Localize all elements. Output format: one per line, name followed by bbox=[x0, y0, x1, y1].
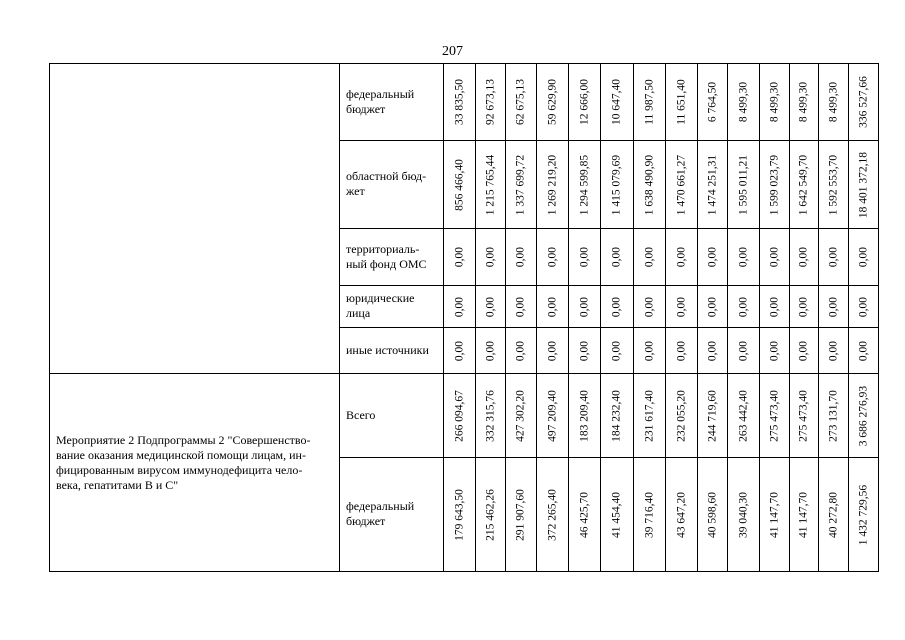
amount-value: 1 432 729,56 bbox=[857, 484, 869, 545]
row-border bbox=[49, 571, 879, 572]
amount-value: 0,00 bbox=[578, 246, 590, 268]
amount-value: 0,00 bbox=[514, 246, 527, 268]
amount-value: 92 673,13 bbox=[484, 79, 496, 125]
amount-value: 0,00 bbox=[484, 296, 496, 317]
value-cell bbox=[790, 458, 818, 571]
funding-source-label: территориаль- ный фонд ОМС bbox=[346, 241, 427, 271]
value-cell bbox=[760, 141, 789, 228]
value-cell bbox=[790, 229, 818, 285]
amount-value: 0,00 bbox=[737, 246, 749, 268]
value-cell bbox=[634, 286, 665, 327]
value-cell bbox=[634, 141, 665, 228]
amount-value: 3 686 276,93 bbox=[857, 385, 869, 446]
value-cell bbox=[760, 458, 789, 571]
value-cell bbox=[444, 286, 475, 327]
value-cell bbox=[666, 374, 697, 457]
value-cell bbox=[601, 458, 633, 571]
amount-value: 11 987,50 bbox=[643, 79, 655, 125]
value-cell bbox=[569, 141, 600, 228]
value-cell bbox=[698, 229, 727, 285]
value-cell bbox=[819, 141, 848, 228]
amount-value: 1 474 251,31 bbox=[706, 154, 718, 215]
amount-value: 332 315,76 bbox=[484, 389, 496, 442]
value-cell bbox=[790, 141, 818, 228]
value-cell bbox=[666, 328, 697, 373]
amount-value: 41 454,40 bbox=[610, 491, 623, 538]
amount-value: 0,00 bbox=[827, 246, 839, 268]
value-cell bbox=[728, 141, 759, 228]
value-cell bbox=[760, 374, 789, 457]
amount-value: 266 094,67 bbox=[453, 389, 465, 442]
value-cell bbox=[476, 64, 505, 140]
value-cell bbox=[506, 229, 536, 285]
amount-value: 0,00 bbox=[514, 296, 527, 317]
amount-value: 0,00 bbox=[827, 340, 839, 361]
amount-value: 372 265,40 bbox=[546, 488, 558, 541]
amount-value: 0,00 bbox=[857, 340, 869, 361]
amount-value: 40 598,60 bbox=[706, 491, 718, 538]
value-cell bbox=[476, 458, 505, 571]
value-cell bbox=[476, 328, 505, 373]
value-cell bbox=[698, 458, 727, 571]
amount-value: 179 643,50 bbox=[453, 488, 465, 541]
funding-source-label: Всего bbox=[346, 407, 376, 422]
amount-value: 1 592 553,70 bbox=[827, 154, 839, 215]
amount-value: 0,00 bbox=[768, 296, 780, 317]
amount-value: 0,00 bbox=[768, 340, 780, 361]
value-cell bbox=[506, 64, 536, 140]
amount-value: 18 401 372,18 bbox=[857, 151, 869, 218]
value-cell bbox=[849, 286, 878, 327]
value-cell bbox=[444, 229, 475, 285]
value-cell bbox=[819, 286, 848, 327]
amount-value: 1 337 699,72 bbox=[514, 154, 527, 215]
amount-value: 336 527,66 bbox=[857, 76, 869, 128]
value-cell bbox=[819, 374, 848, 457]
value-cell bbox=[506, 328, 536, 373]
amount-value: 1 415 079,69 bbox=[610, 154, 623, 215]
amount-value: 1 269 219,20 bbox=[546, 154, 558, 215]
value-cell bbox=[476, 374, 505, 457]
amount-value: 8 499,30 bbox=[827, 81, 839, 123]
amount-value: 0,00 bbox=[546, 246, 558, 268]
value-cell bbox=[728, 328, 759, 373]
value-cell bbox=[601, 229, 633, 285]
amount-value: 0,00 bbox=[546, 296, 558, 317]
amount-value: 1 642 549,70 bbox=[797, 154, 810, 215]
value-cell bbox=[569, 458, 600, 571]
funding-source-label: юридические лица bbox=[346, 291, 415, 320]
value-cell bbox=[569, 374, 600, 457]
value-cell bbox=[569, 64, 600, 140]
amount-value: 263 442,40 bbox=[737, 389, 749, 442]
amount-value: 0,00 bbox=[827, 296, 839, 317]
value-cell bbox=[506, 286, 536, 327]
amount-value: 0,00 bbox=[675, 296, 687, 317]
value-cell bbox=[666, 229, 697, 285]
value-cell bbox=[698, 374, 727, 457]
amount-value: 43 647,20 bbox=[675, 491, 687, 538]
value-cell bbox=[601, 328, 633, 373]
amount-value: 0,00 bbox=[610, 246, 623, 268]
amount-value: 39 716,40 bbox=[643, 491, 655, 538]
value-cell bbox=[790, 328, 818, 373]
value-cell bbox=[634, 229, 665, 285]
amount-value: 0,00 bbox=[453, 246, 465, 268]
value-cell bbox=[849, 64, 878, 140]
amount-value: 1 595 011,21 bbox=[737, 154, 749, 215]
value-cell bbox=[760, 64, 789, 140]
value-cell bbox=[728, 458, 759, 571]
amount-value: 856 466,40 bbox=[453, 158, 465, 211]
value-cell bbox=[506, 374, 536, 457]
amount-value: 0,00 bbox=[857, 246, 869, 268]
page-number: 207 bbox=[442, 44, 463, 59]
value-cell bbox=[634, 374, 665, 457]
amount-value: 427 302,20 bbox=[514, 389, 527, 442]
amount-value: 0,00 bbox=[484, 340, 496, 361]
value-cell bbox=[790, 286, 818, 327]
amount-value: 1 294 599,85 bbox=[578, 154, 590, 215]
amount-value: 62 675,13 bbox=[514, 79, 527, 125]
amount-value: 275 473,40 bbox=[797, 389, 810, 442]
amount-value: 215 462,26 bbox=[484, 488, 496, 541]
amount-value: 0,00 bbox=[610, 296, 623, 317]
value-cell bbox=[849, 229, 878, 285]
value-cell bbox=[634, 458, 665, 571]
amount-value: 11 651,40 bbox=[675, 79, 687, 125]
amount-value: 0,00 bbox=[857, 296, 869, 317]
value-cell bbox=[819, 229, 848, 285]
value-cell bbox=[819, 328, 848, 373]
value-cell bbox=[601, 64, 633, 140]
amount-value: 8 499,30 bbox=[737, 81, 749, 123]
amount-value: 184 232,40 bbox=[610, 389, 623, 442]
amount-value: 0,00 bbox=[578, 296, 590, 317]
amount-value: 33 835,50 bbox=[453, 79, 465, 125]
value-cell bbox=[698, 141, 727, 228]
measure-name: Мероприятие 2 Подпрограммы 2 "Совершенство- вание оказания медицинской помощи лицам, ин- фицированным вирусом иммунодефицита чело- века, гепатитами В и С" bbox=[56, 433, 311, 492]
value-cell bbox=[698, 64, 727, 140]
value-cell bbox=[444, 458, 475, 571]
value-cell bbox=[728, 64, 759, 140]
amount-value: 1 215 765,44 bbox=[484, 154, 496, 215]
value-cell bbox=[698, 286, 727, 327]
value-cell bbox=[634, 64, 665, 140]
amount-value: 8 499,30 bbox=[768, 81, 780, 123]
amount-value: 39 040,30 bbox=[737, 491, 749, 538]
amount-value: 40 272,80 bbox=[827, 491, 839, 538]
amount-value: 41 147,70 bbox=[768, 491, 780, 538]
value-cell bbox=[569, 229, 600, 285]
amount-value: 12 666,00 bbox=[578, 79, 590, 125]
value-cell bbox=[601, 374, 633, 457]
amount-value: 0,00 bbox=[453, 296, 465, 317]
amount-value: 41 147,70 bbox=[797, 491, 810, 538]
value-cell bbox=[444, 328, 475, 373]
amount-value: 1 599 023,79 bbox=[768, 154, 780, 215]
amount-value: 1 470 661,27 bbox=[675, 154, 687, 215]
amount-value: 0,00 bbox=[706, 246, 718, 268]
amount-value: 1 638 490,90 bbox=[643, 154, 655, 215]
value-cell bbox=[849, 374, 878, 457]
value-cell bbox=[849, 141, 878, 228]
amount-value: 0,00 bbox=[737, 340, 749, 361]
value-cell bbox=[790, 374, 818, 457]
value-cell bbox=[537, 328, 568, 373]
value-cell bbox=[601, 141, 633, 228]
value-cell bbox=[601, 286, 633, 327]
amount-value: 0,00 bbox=[514, 340, 527, 361]
amount-value: 0,00 bbox=[610, 340, 623, 361]
amount-value: 0,00 bbox=[797, 340, 810, 361]
amount-value: 0,00 bbox=[675, 246, 687, 268]
funding-source-label: федеральный бюджет bbox=[346, 86, 415, 116]
amount-value: 0,00 bbox=[643, 296, 655, 317]
value-cell bbox=[537, 64, 568, 140]
amount-value: 0,00 bbox=[797, 246, 810, 268]
amount-value: 273 131,70 bbox=[827, 389, 839, 442]
value-cell bbox=[444, 141, 475, 228]
value-cell bbox=[506, 458, 536, 571]
funding-source-label: иные источники bbox=[346, 342, 429, 357]
value-cell bbox=[760, 286, 789, 327]
amount-value: 0,00 bbox=[706, 340, 718, 361]
amount-value: 497 209,40 bbox=[546, 389, 558, 442]
value-cell bbox=[760, 229, 789, 285]
amount-value: 183 209,40 bbox=[578, 389, 590, 442]
amount-value: 232 055,20 bbox=[675, 389, 687, 442]
column-border bbox=[49, 63, 50, 571]
amount-value: 244 719,60 bbox=[706, 389, 718, 442]
amount-value: 0,00 bbox=[797, 296, 810, 317]
value-cell bbox=[849, 328, 878, 373]
amount-value: 0,00 bbox=[768, 246, 780, 268]
value-cell bbox=[476, 229, 505, 285]
amount-value: 10 647,40 bbox=[610, 79, 623, 125]
amount-value: 0,00 bbox=[737, 296, 749, 317]
amount-value: 0,00 bbox=[453, 340, 465, 361]
amount-value: 0,00 bbox=[546, 340, 558, 361]
value-cell bbox=[728, 286, 759, 327]
value-cell bbox=[698, 328, 727, 373]
amount-value: 0,00 bbox=[578, 340, 590, 361]
amount-value: 59 629,90 bbox=[546, 79, 558, 125]
value-cell bbox=[666, 141, 697, 228]
value-cell bbox=[537, 141, 568, 228]
value-cell bbox=[569, 328, 600, 373]
value-cell bbox=[506, 141, 536, 228]
value-cell bbox=[819, 64, 848, 140]
funding-source-label: федеральный бюджет bbox=[346, 499, 415, 528]
value-cell bbox=[537, 374, 568, 457]
value-cell bbox=[444, 374, 475, 457]
amount-value: 0,00 bbox=[484, 246, 496, 268]
amount-value: 275 473,40 bbox=[768, 389, 780, 442]
value-cell bbox=[666, 286, 697, 327]
amount-value: 46 425,70 bbox=[578, 491, 590, 538]
value-cell bbox=[537, 229, 568, 285]
value-cell bbox=[819, 458, 848, 571]
value-cell bbox=[728, 229, 759, 285]
value-cell bbox=[537, 286, 568, 327]
amount-value: 0,00 bbox=[675, 340, 687, 361]
value-cell bbox=[569, 286, 600, 327]
amount-value: 231 617,40 bbox=[643, 389, 655, 442]
funding-source-label: областной бюд- жет bbox=[346, 169, 427, 198]
value-cell bbox=[849, 458, 878, 571]
amount-value: 0,00 bbox=[643, 246, 655, 268]
value-cell bbox=[476, 286, 505, 327]
value-cell bbox=[728, 374, 759, 457]
value-cell bbox=[666, 458, 697, 571]
value-cell bbox=[634, 328, 665, 373]
value-cell bbox=[537, 458, 568, 571]
value-cell bbox=[476, 141, 505, 228]
amount-value: 6 764,50 bbox=[706, 81, 718, 123]
amount-value: 0,00 bbox=[643, 340, 655, 361]
amount-value: 0,00 bbox=[706, 296, 718, 317]
amount-value: 8 499,30 bbox=[797, 81, 810, 123]
value-cell bbox=[760, 328, 789, 373]
value-cell bbox=[444, 64, 475, 140]
amount-value: 291 907,60 bbox=[514, 488, 527, 541]
value-cell bbox=[666, 64, 697, 140]
value-cell bbox=[790, 64, 818, 140]
